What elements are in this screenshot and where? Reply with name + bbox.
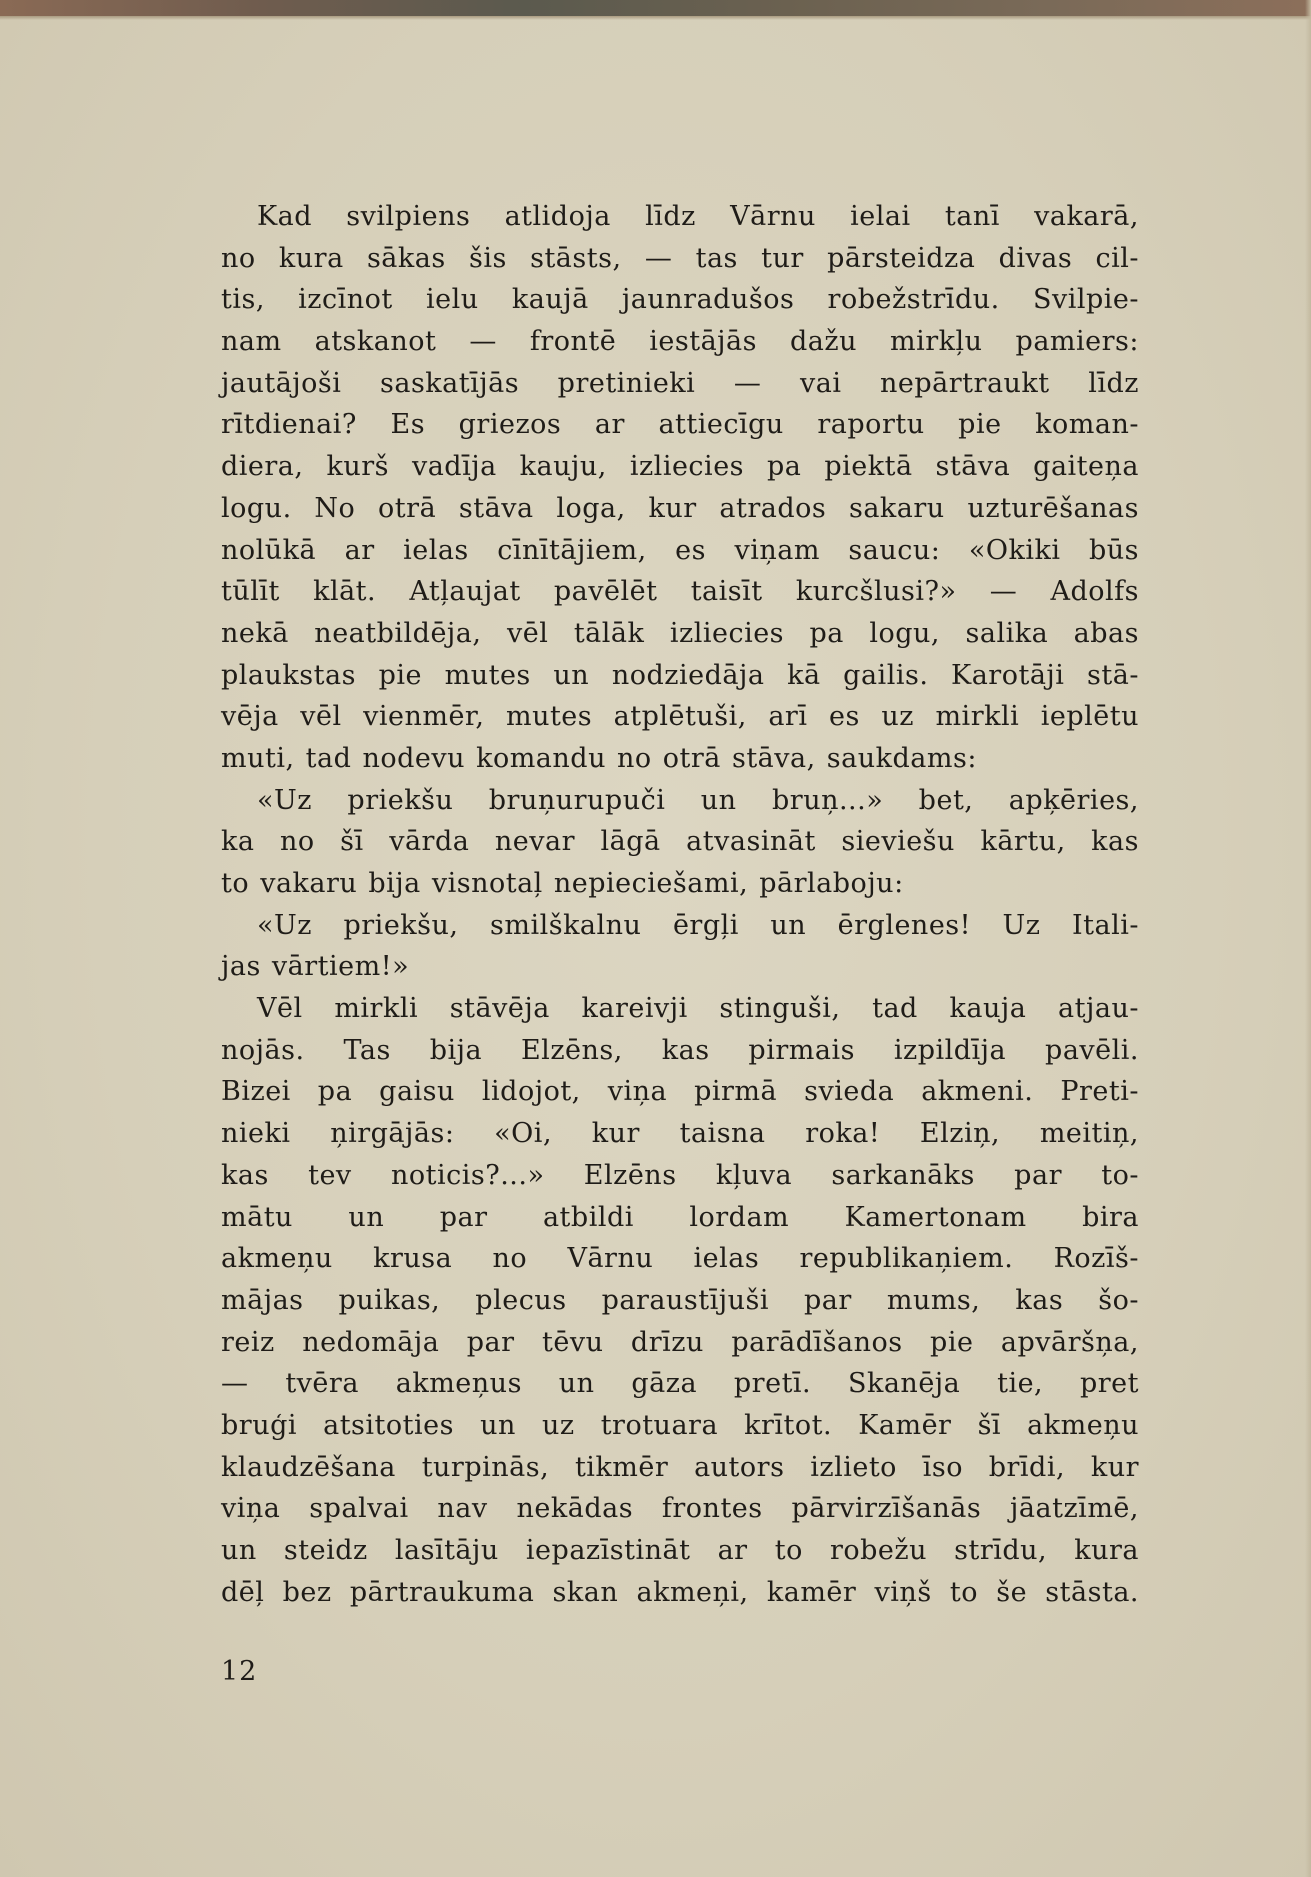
text-line: vēja vēl vienmēr, mutes atplētuši, arī es uz mirkli ieplētu [221, 701, 1139, 733]
text-line: dēļ bez pārtraukuma skan akmeņi, kamēr viņš to še stāsta. [221, 1576, 1139, 1608]
text-line: «Uz priekšu, smilškalnu ērgļi un ērglenes! Uz Itali- [257, 909, 1139, 941]
text-line: jas vārtiem!» [221, 951, 410, 983]
text-line: «Uz priekšu bruņurupuči un bruņ...» bet, apķēries, [257, 784, 1139, 816]
text-line: Vēl mirkli stāvēja kareivji stinguši, tad kauja atjau- [257, 993, 1139, 1025]
scan-top-edge [0, 0, 1311, 16]
text-line: diera, kurš vadīja kauju, izliecies pa piektā stāva gaiteņa [221, 451, 1139, 483]
text-line: tis, izcīnot ielu kaujā jaunradušos robežstrīdu. Svilpie- [221, 284, 1139, 316]
text-line: Bizei pa gaisu lidojot, viņa pirmā svieda akmeni. Preti- [221, 1076, 1139, 1108]
text-line: logu. No otrā stāva loga, kur atrados sakaru uzturēšanas [221, 492, 1139, 524]
text-line: plaukstas pie mutes un nodziedāja kā gailis. Karotāji stā- [221, 659, 1139, 691]
text-line: — tvēra akmeņus un gāza pretī. Skanēja tie, pret [221, 1368, 1139, 1400]
text-line: un steidz lasītāju iepazīstināt ar to robežu strīdu, kura [221, 1535, 1139, 1566]
text-line: tūlīt klāt. Atļaujat pavēlēt taisīt kurcšlusi?» — Adolfs [221, 576, 1139, 608]
text-line: nieki ņirgājās: «Oi, kur taisna roka! Elziņ, meitiņ, [221, 1118, 1139, 1150]
scan-top-shadow [0, 16, 1311, 20]
text-line: no kura sākas šis stāsts, — tas tur pārsteidza divas cil- [221, 242, 1139, 274]
text-line: viņa spalvai nav nekādas frontes pārvirzīšanās jāatzīmē, [221, 1493, 1139, 1525]
text-line: klaudzēšana turpinās, tikmēr autors izlieto īso brīdi, kur [221, 1451, 1139, 1483]
page-number: 12 [221, 1656, 258, 1687]
text-line: ka no šī vārda nevar lāgā atvasināt sieviešu kārtu, kas [221, 826, 1139, 858]
text-line: reiz nedomāja par tēvu drīzu parādīšanos pie apvāršņa, [221, 1326, 1139, 1358]
text-line: nam atskanot — frontē iestājās dažu mirkļu pamiers: [221, 326, 1139, 358]
text-line: muti, tad nodevu komandu no otrā stāva, saukdams: [221, 742, 977, 774]
text-line: mājas puikas, plecus paraustījuši par mums, kas šo- [221, 1284, 1139, 1316]
text-line: akmeņu krusa no Vārnu ielas republikaņiem. Rozīš- [221, 1243, 1139, 1275]
text-line: rītdienai? Es griezos ar attiecīgu raportu pie koman- [221, 409, 1139, 441]
text-line: jautājoši saskatījās pretinieki — vai nepārtraukt līdz [221, 367, 1139, 399]
text-line: mātu un par atbildi lordam Kamertonam bira [221, 1201, 1139, 1233]
scan-right-edge [1305, 0, 1311, 1877]
text-line: nojās. Tas bija Elzēns, kas pirmais izpildīja pavēli. [221, 1034, 1139, 1066]
text-line: bruģi atsitoties un uz trotuara krītot. Kamēr šī akmeņu [221, 1409, 1139, 1441]
text-line: to vakaru bija visnotaļ nepieciešami, pārlaboju: [221, 868, 904, 899]
text-line: kas tev noticis?...» Elzēns kļuva sarkanāks par to- [221, 1159, 1139, 1191]
text-line: nekā neatbildēja, vēl tālāk izliecies pa logu, salika abas [221, 617, 1139, 649]
text-line: nolūkā ar ielas cīnītājiem, es viņam saucu: «Okiki būs [221, 534, 1139, 566]
body-text [221, 196, 1139, 1613]
text-line: Kad svilpiens atlidoja līdz Vārnu ielai tanī vakarā, [257, 201, 1139, 232]
